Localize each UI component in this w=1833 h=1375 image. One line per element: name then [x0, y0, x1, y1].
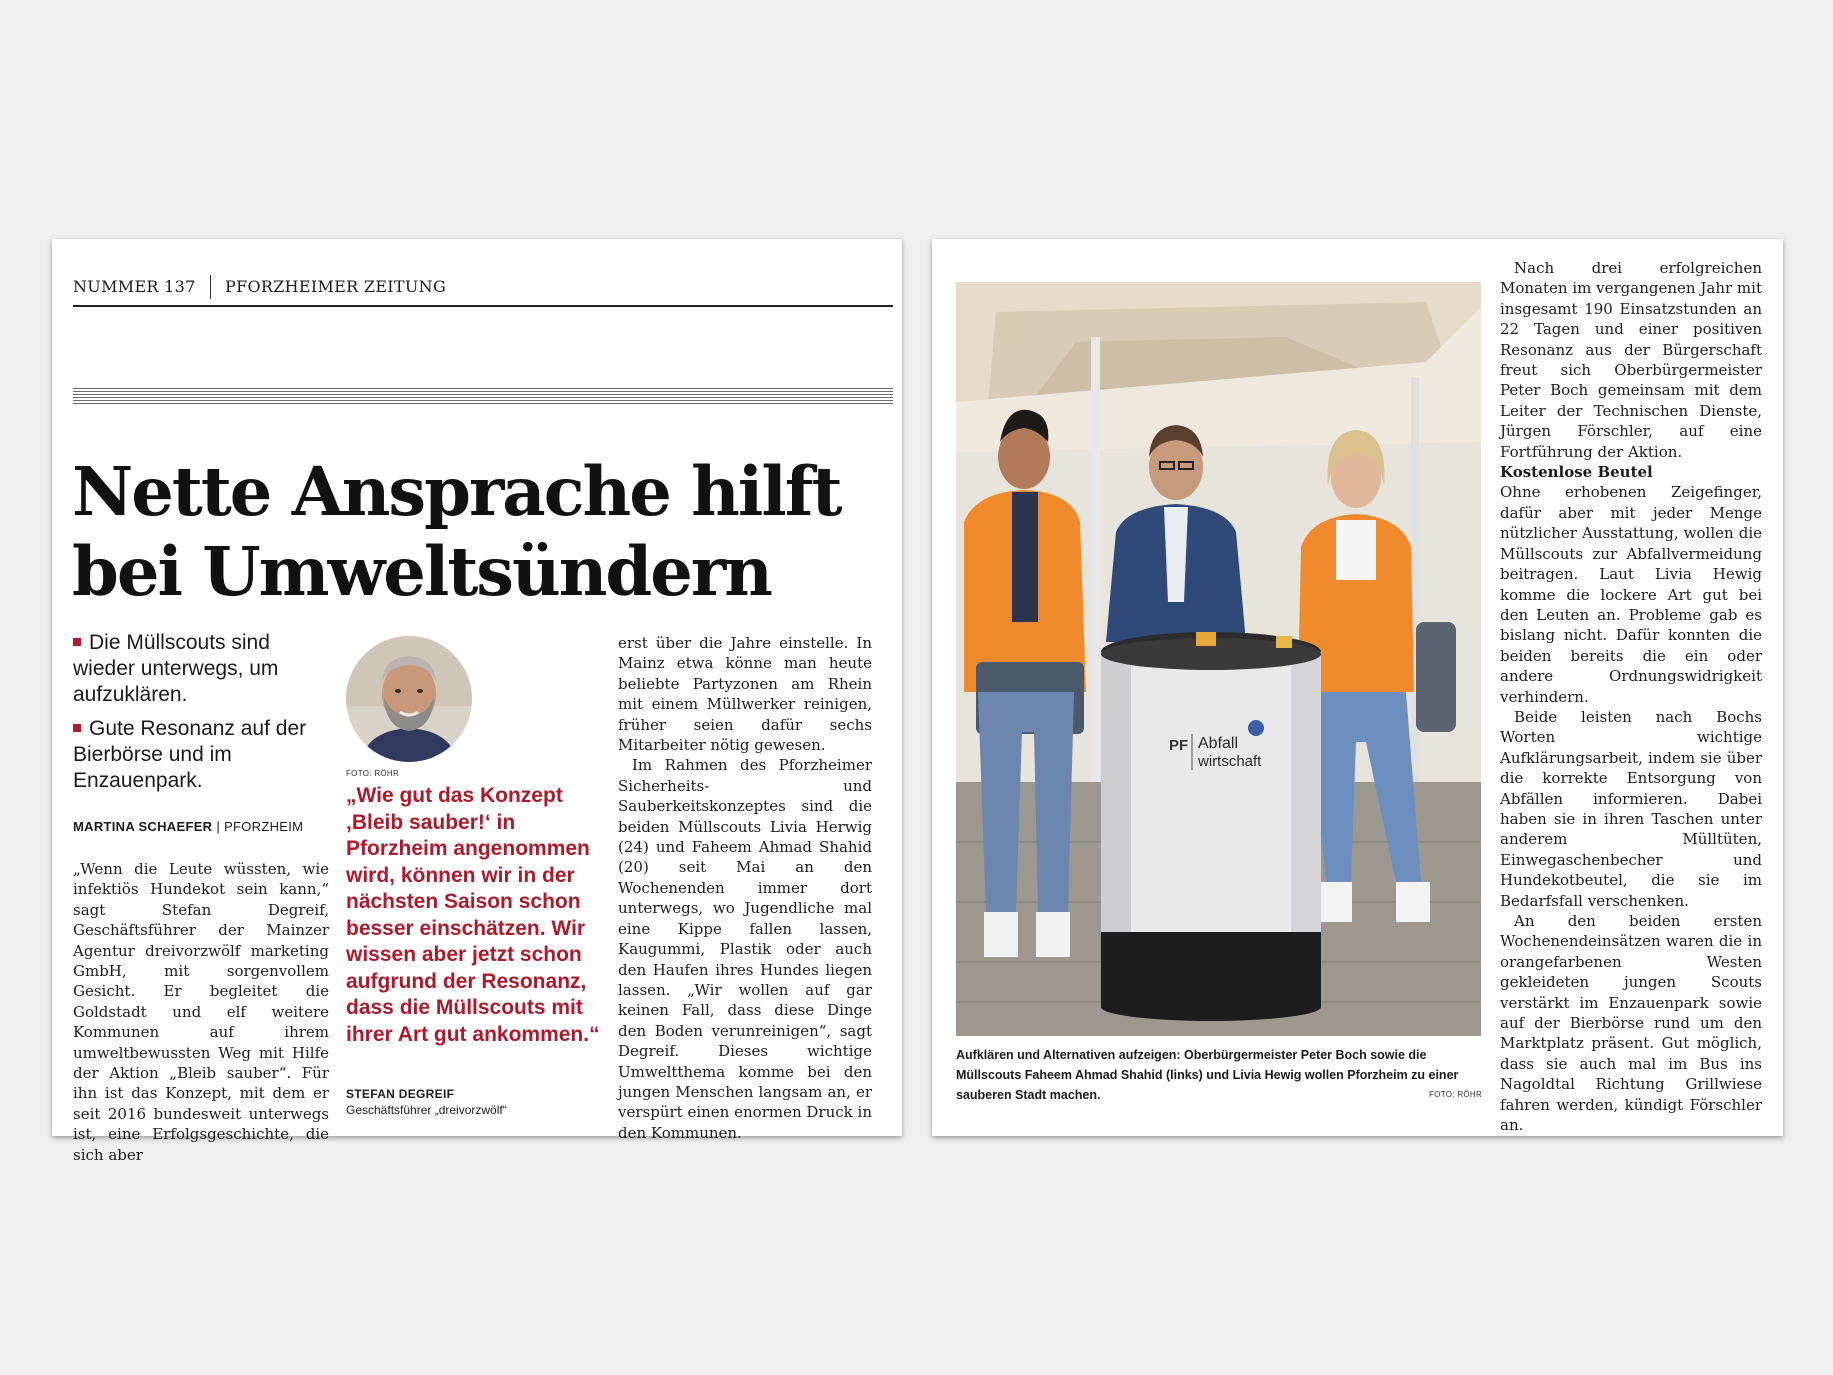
counter-logo-sub: wirtschaft [1198, 753, 1262, 770]
newspaper-name: PFORZHEIMER ZEITUNG [225, 277, 447, 296]
bullet-square-icon [73, 724, 81, 732]
article-photo [956, 282, 1481, 1036]
pull-quote: „Wie gut das Konzept ‚Bleib sauber!‘ in Pforzheim angenommen wird, können wir in der nächsten Saison schon besser einschätzen. Wir wissen aber jetzt schon aufgrund der Resonanz, dass die Müllscouts mit ihrer Art gut ankommen.“ [346, 784, 600, 1046]
quote-role: Geschäftsführer „dreivorzwölf“ [346, 1103, 507, 1117]
paragraph: „Wenn die Leute wüssten, wie infektiös Hundekot sein kann,“ sagt Stefan Degreif, Geschäftsführer der Mainzer Agentur dreivorzwölf marketing GmbH, mit sorgenvollem Gesicht. Er begleitet die Goldstadt und elf weitere Kommunen auf ihrem umweltbewussten Weg mit Hilfe der Aktion „Bleib sauber“. Für ihn ist das Konzept, mit dem er seit 2016 bundesweit unterwegs ist, eine Erfolgsgeschichte, die sich aber [73, 860, 329, 1164]
summary-bullet: Gute Resonanz auf der Bierbörse und im Enzauenpark. [73, 717, 307, 792]
summary-bullet: Die Müllscouts sind wieder unterwegs, um aufzuklären. [73, 631, 279, 706]
photo-caption: Aufklären und Alternativen aufzeigen: Oberbürgermeister Peter Boch sowie die Müllscouts Faheem Ahmad Shahid (links) und Livia Hewig wollen Pforzheim zu einer sauberen Stadt machen. [956, 1048, 1459, 1102]
paragraph: An den beiden ersten Wochenendeinsätzen waren die in orangefarbenen Westen gekleideten jungen Scouts verstärkt im Enzauenpark sowie auf der Bierbörse rund um den Marktplatz präsent. Gut möglich, dass sie auch mal im Bus ins Nagoldtal Richtung Grillwiese fahren werden, kündigt Förschler an. [1500, 912, 1762, 1135]
dateline: PFORZHEIM [224, 819, 304, 834]
article-column-1 [73, 859, 329, 1165]
bullet-square-icon [73, 638, 81, 646]
decorative-rules [73, 388, 893, 406]
byline: MARTINA SCHAEFER | PFORZHEIM [73, 819, 304, 834]
subheading: Kostenlose Beutel [1500, 463, 1653, 482]
photo-credit: FOTO: RÖHR [1429, 1090, 1483, 1099]
paragraph: erst über die Jahre einstelle. In Mainz etwa könne man heute beliebte Partyzonen am Rhein mit einem Müllwerker reinigen, früher seien dafür sechs Mitarbeiter nötig gewesen. [618, 634, 872, 755]
paragraph: Ohne erhobenen Zeigefinger, dafür aber mit jeder Menge nützlicher Ausstattung, wollen die Müllscouts zur Abfallvermeidung beitragen. Laut Livia Hewig komme die lockere Art gut bei den Leuten an. Probleme gab es bislang nicht. Dafür konnten die beiden bereits die ein oder andere Ordnungswidrigkeit verhindern. [1500, 483, 1762, 706]
paragraph: Nach drei erfolgreichen Monaten im vergangenen Jahr mit insgesamt 190 Einsatzstunden an 22 Tagen und einer positiven Resonanz aus der Bürgerschaft freut sich Oberbürgermeister Peter Boch gemeinsam mit dem Leiter der Technischen Dienste, Jürgen Förschler, auf eine Fortführung der Aktion. [1500, 259, 1762, 461]
masthead [73, 275, 893, 307]
newspaper-page-left [52, 239, 902, 1164]
author-name: MARTINA SCHAEFER [73, 819, 213, 834]
paragraph: Im Rahmen des Pforzheimer Sicherheits- und Sauberkeitskonzeptes sind die beiden Müllscouts Livia Herwig (24) und Faheem Ahmad Shahid (20) seit Mai an den Wochenenden immer dort unterwegs, wo Jugendliche mal eine Kippe fallen lassen, Kaugummi, Plastik oder auch den Haufen ihres Hundes liegen lassen. „Wir wollen auf gar keinen Fall, dass diese Dinge den Boden verunreinigen“, sagt Degreif. Dieses wichtige Umweltthema komme bei den jungen Menschen langsam an, er verspürt einen enormen Druck in den Kommunen. [618, 756, 872, 1142]
article-column-3 [618, 633, 872, 1143]
article-column-right [1500, 258, 1762, 1135]
counter-logo-pf: PF [1169, 737, 1189, 754]
paragraph: Beide leisten nach Bochs Worten wichtige Aufklärungsarbeit, indem sie über die korrekte Entsorgung von Abfällen informieren. Dabei haben sie in ihren Taschen unter anderem Mülltüten, Einwegaschenbecher und Hundekotbeutel, die sie im Bedarfsfall verschenken. [1500, 707, 1762, 910]
portrait-photo [346, 636, 472, 762]
quote-author: STEFAN DEGREIF [346, 1087, 455, 1101]
summary-bullets [73, 630, 313, 802]
issue-number: NUMMER 137 [73, 277, 196, 296]
masthead-divider [210, 275, 211, 299]
portrait-credit: FOTO: RÖHR [346, 769, 400, 778]
headline: Nette Ansprache hilft bei Umweltsündern [72, 452, 841, 611]
counter-logo-main: Abfall [1198, 735, 1239, 752]
newspaper-page-right [932, 239, 1783, 1136]
